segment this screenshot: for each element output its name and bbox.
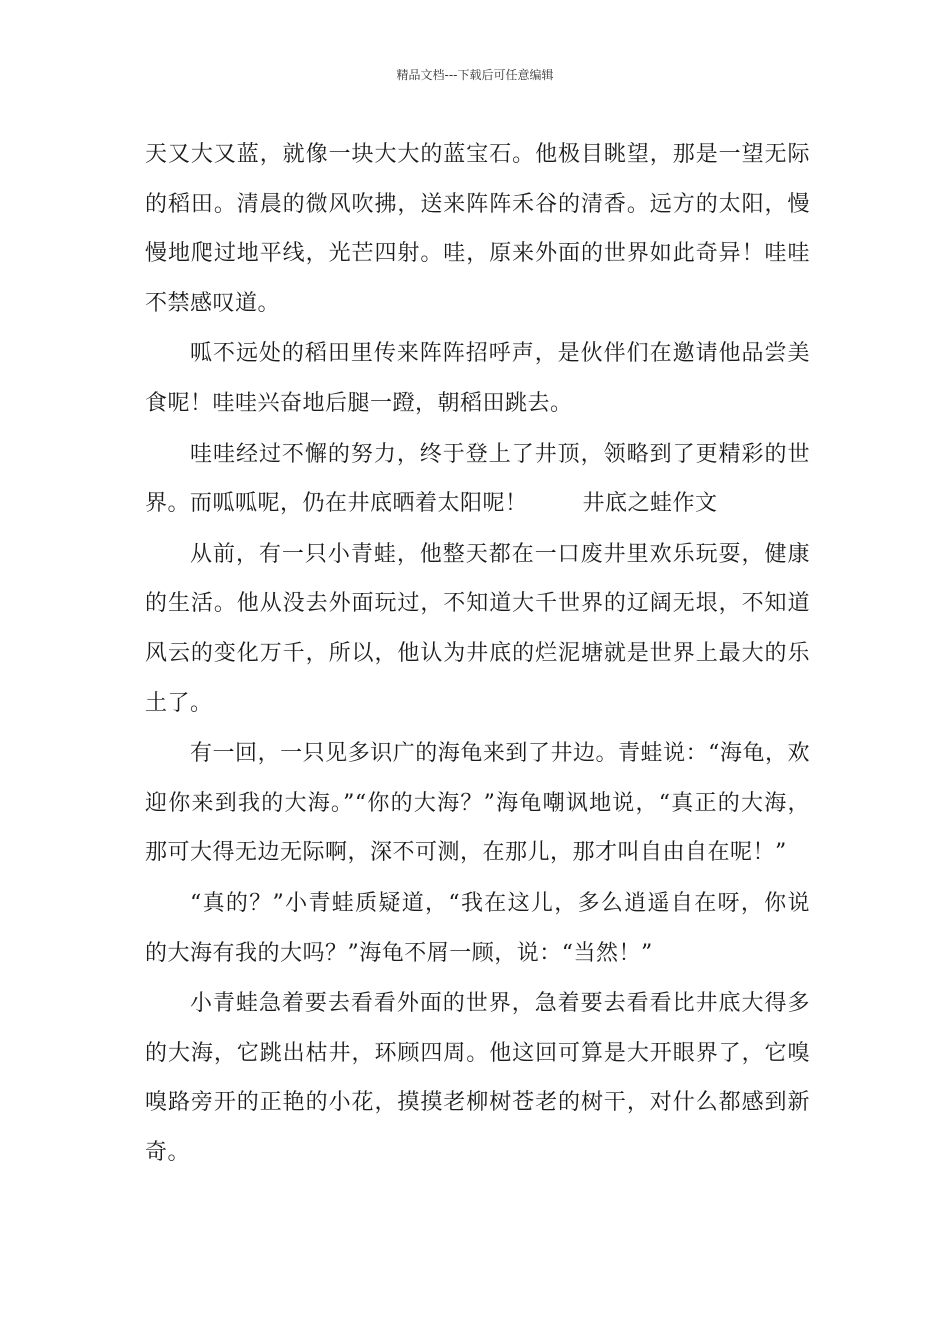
paragraph-text: 哇哇经过不懈的努力，终于登上了井顶，领略到了更精彩的世界。而呱呱呢，仍在井底晒着太阳呢！ xyxy=(145,441,810,517)
page-header: 精品文档---下载后可任意编辑 xyxy=(396,68,554,82)
paragraph: 从前，有一只小青蛙，他整天都在一口废井里欢乐玩耍，健康的生活。他从没去外面玩过，不知道大千世界的辽阔无垠，不知道风云的变化万千，所以，他认为井底的烂泥塘就是世界上最大的乐土了。 xyxy=(145,541,810,716)
paragraph: 天又大又蓝，就像一块大大的蓝宝石。他极目眺望，那是一望无际的稻田。清晨的微风吹拂，送来阵阵禾谷的清香。远方的太阳，慢慢地爬过地平线，光芒四射。哇，原来外面的世界如此奇异！哇哇不禁感叹道。 xyxy=(145,142,810,316)
paragraph: “真的？”小青蛙质疑道，“我在这儿，多么逍遥自在呀，你说的大海有我的大吗？”海龟不屑一顾，说：“当然！” xyxy=(145,890,810,966)
essay-title: 井底之蛙作文 xyxy=(582,491,718,517)
paragraph: 呱不远处的稻田里传来阵阵招呼声，是伙伴们在邀请他品尝美食呢！哇哇兴奋地后腿一蹬，朝稻田跳去。 xyxy=(145,341,810,416)
paragraph: 有一回，一只见多识广的海龟来到了井边。青蛙说：“海龟，欢迎你来到我的大海。”“你的大海？”海龟嘲讽地说，“真正的大海，那可大得无边无际啊，深不可测，在那儿，那才叫自由自在呢！” xyxy=(145,741,810,866)
document-body xyxy=(145,130,810,1178)
paragraph: 小青蛙急着要去看看外面的世界，急着要去看看比井底大得多的大海，它跳出枯井，环顾四周。他这回可算是大开眼界了，它嗅嗅路旁开的正艳的小花，摸摸老柳树苍老的树干，对什么都感到新奇。 xyxy=(145,991,810,1165)
paragraph xyxy=(145,430,810,529)
